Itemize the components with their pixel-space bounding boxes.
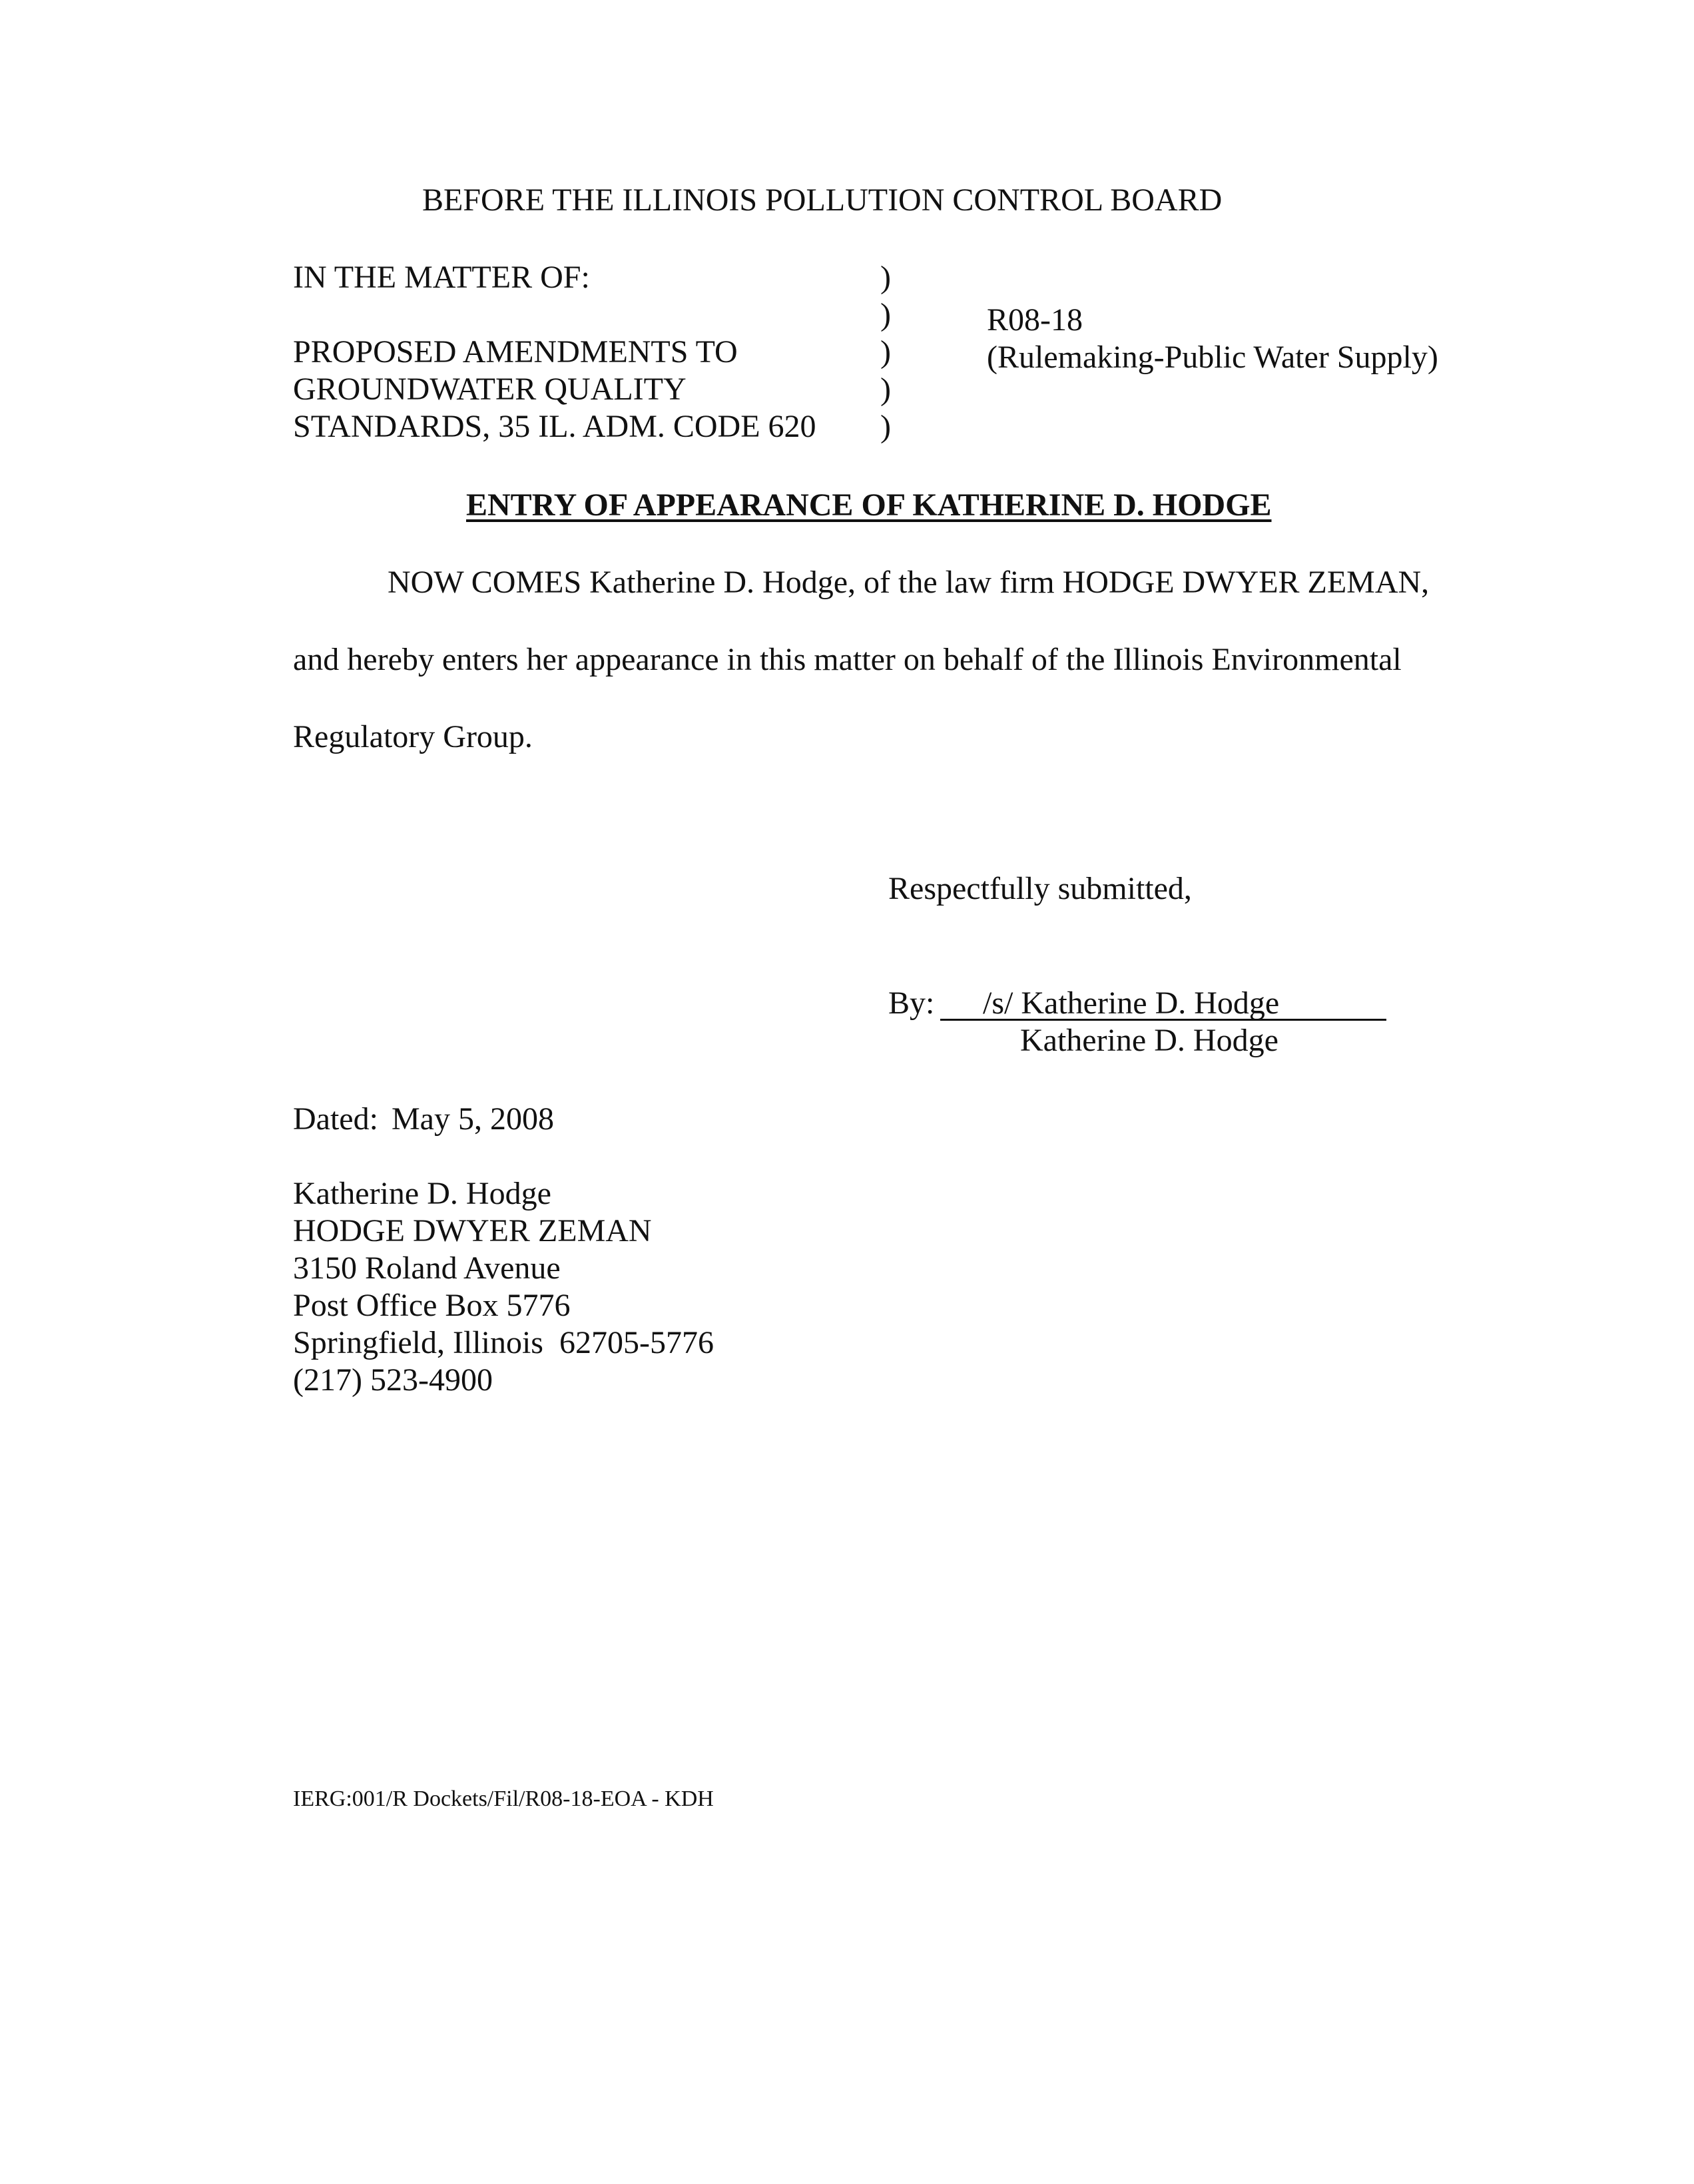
docket-type: (Rulemaking-Public Water Supply) [987,340,1438,375]
address-line: Katherine D. Hodge [293,1176,551,1211]
address-line: (217) 523-4900 [293,1362,493,1398]
dated-label: Dated: [293,1101,378,1137]
board-title: BEFORE THE ILLINOIS POLLUTION CONTROL BOARD [422,182,1223,218]
docket-number: R08-18 [987,302,1083,338]
caption-paren: ) [880,409,891,444]
caption-line: PROPOSED AMENDMENTS TO [293,334,738,370]
address-line: Springfield, Illinois 62705-5776 [293,1325,714,1360]
document-heading: ENTRY OF APPEARANCE OF KATHERINE D. HODGE [466,487,1272,523]
caption-line: GROUNDWATER QUALITY [293,372,687,407]
caption-paren: ) [880,297,891,332]
electronic-signature: /s/ Katherine D. Hodge [983,985,1280,1021]
caption-paren: ) [880,334,891,370]
signer-name: Katherine D. Hodge [1020,1023,1278,1058]
address-line: HODGE DWYER ZEMAN [293,1213,652,1248]
dated-value: May 5, 2008 [392,1101,554,1137]
closing: Respectfully submitted, [888,871,1192,906]
caption-paren: ) [880,260,891,295]
file-reference: IERG:001/R Dockets/Fil/R08-18-EOA - KDH [293,1786,714,1811]
caption-paren: ) [880,372,891,407]
body-line: Regulatory Group. [293,719,533,754]
address-line: 3150 Roland Avenue [293,1250,561,1286]
caption-line: STANDARDS, 35 IL. ADM. CODE 620 [293,409,816,444]
body-line: and hereby enters her appearance in this matter on behalf of the Illinois Environmental [293,642,1402,677]
signature-by-label: By: [888,985,935,1021]
address-line: Post Office Box 5776 [293,1288,571,1323]
caption-line: IN THE MATTER OF: [293,260,590,295]
body-line: NOW COMES Katherine D. Hodge, of the law firm HODGE DWYER ZEMAN, [388,565,1430,600]
